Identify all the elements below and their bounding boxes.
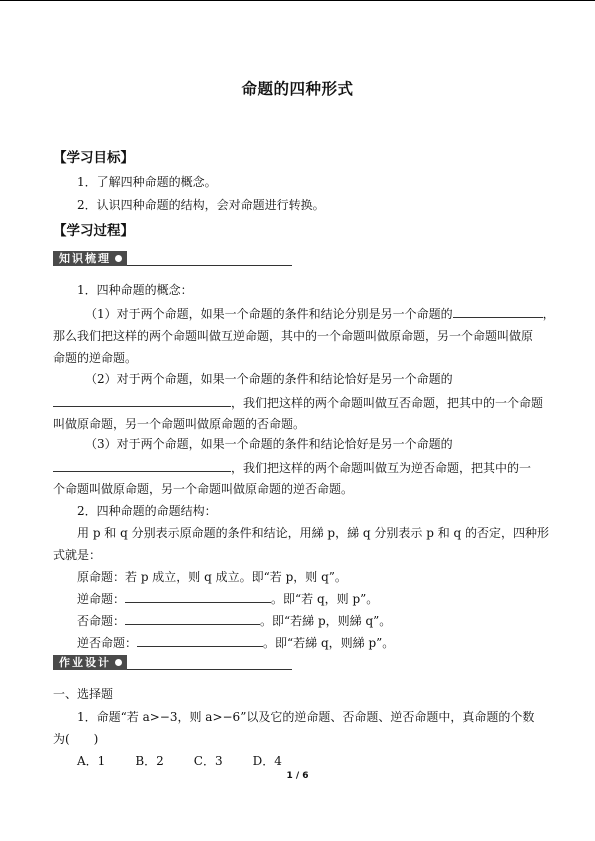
- s1-p3-line3: 个命题叫做原命题，另一个命题叫做原命题的逆否命题。: [53, 482, 354, 496]
- option-a[interactable]: A．1: [77, 754, 106, 768]
- fill-blank[interactable]: [125, 611, 260, 625]
- option-d[interactable]: D．4: [252, 754, 282, 768]
- fill-blank[interactable]: [137, 633, 263, 647]
- q1-line1: 1．命题“若 a>−3，则 a>−6”以及它的逆命题、否命题、逆否命题中，真命题的个数: [77, 710, 535, 724]
- goal-item-1: 1．了解四种命题的概念。: [77, 175, 217, 189]
- goals-heading: 【学习目标】: [53, 150, 134, 166]
- option-c[interactable]: C．3: [193, 754, 223, 768]
- page-number: 1 / 6: [286, 771, 309, 781]
- banner-rule: [127, 669, 292, 670]
- homework-banner: [53, 655, 292, 670]
- inverse-proposition: 逆命题： 。即“若 q，则 p”。: [77, 589, 378, 608]
- s1-p3-line1: （3）对于两个命题，如果一个命题的条件和结论恰好是另一个命题的: [85, 437, 453, 451]
- q1-options: [77, 752, 282, 770]
- fill-blank[interactable]: [53, 458, 231, 472]
- fill-blank[interactable]: [125, 589, 271, 603]
- fill-blank[interactable]: [453, 304, 543, 318]
- s1-p2-line3: 叫做原命题，另一个命题叫做原命题的否命题。: [53, 417, 306, 431]
- option-b[interactable]: B．2: [135, 754, 164, 768]
- goal-item-2: 2．认识四种命题的结构，会对命题进行转换。: [77, 198, 325, 212]
- s1-p1-line2: 那么我们把这样的两个命题叫做互逆命题，其中的一个命题叫做原命题，另一个命题叫做原: [53, 329, 534, 343]
- s2-line1: 用 p 和 q 分别表示原命题的条件和结论，用綈 p，綈 q 分别表示 p 和 q 的否定，四种形: [77, 526, 550, 540]
- s2-title: 2．四种命题的命题结构：: [77, 504, 217, 518]
- s1-p2-line1: （2）对于两个命题，如果一个命题的条件和结论恰好是另一个命题的: [85, 372, 453, 386]
- s1-p2-line2: ，我们把这样的两个命题叫做互否命题，把其中的一个命题: [53, 393, 543, 412]
- s1-p3-line2: ，我们把这样的两个命题叫做互为逆否命题，把其中的一: [53, 458, 531, 477]
- negation-proposition: 否命题： 。即“若綈 p，则綈 q”。: [77, 611, 391, 630]
- knowledge-banner: [53, 251, 292, 266]
- contrapositive-proposition: 逆否命题： 。即“若綈 q，则綈 p”。: [77, 633, 394, 652]
- document-title: 命题的四种形式: [241, 80, 354, 98]
- s1-p1-line1: （1）对于两个命题，如果一个命题的条件和结论分别是另一个命题的 ，: [85, 304, 555, 323]
- homework-banner-label: 作业设计: [53, 655, 127, 670]
- s1-title: 1．四种命题的概念：: [77, 283, 193, 297]
- s2-line2: 式就是：: [53, 548, 102, 562]
- banner-rule: [127, 265, 292, 266]
- process-heading: 【学习过程】: [53, 223, 134, 239]
- knowledge-banner-label: 知识梳理: [53, 251, 127, 266]
- top-border: [0, 0, 595, 1]
- q1-line2: 为( ): [53, 732, 99, 746]
- s1-p1-line3: 命题的逆命题。: [53, 351, 138, 365]
- hw-section: 一、选择题: [53, 687, 114, 701]
- fill-blank[interactable]: [53, 393, 231, 407]
- original-proposition: 原命题：若 p 成立，则 q 成立。即“若 p，则 q”。: [77, 570, 347, 584]
